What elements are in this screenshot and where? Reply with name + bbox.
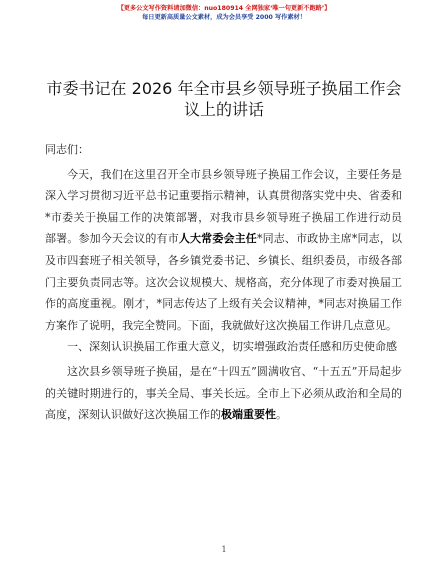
paragraph-text: 。 <box>276 408 287 422</box>
promo-banner <box>0 4 448 22</box>
promo-banner-line-1: 【更多公文写作资料请加微信：nuo180914 全网独家‘唯一句更新不跑路’】 <box>117 5 331 12</box>
promo-banner-line-2: 每日更新高质量公文素材，成为会员享受 2000 写作素材！ <box>142 14 306 21</box>
section-heading-1: 一、深刻认识换届工作重大意义，切实增强政治责任感和历史使命感 <box>67 340 397 354</box>
document-body <box>45 139 402 426</box>
bold-phrase: 极端重要性 <box>221 408 276 422</box>
paragraph-opening <box>45 164 402 337</box>
paragraph-text: 今天，我们在这里召开全市县乡领导班子换届工作会议，主要任务是深入学习贯彻习近平总书记重要指示精神，认真贯彻落实党中央、省委和*市委关于换届工作的决策部署，对我市县乡领导班子换届工作进行动员部署。参加今天会议的有市 <box>45 167 402 246</box>
document-title: 市委书记在 2026 年全市县乡领导班子换届工作会议上的讲话 <box>46 79 402 119</box>
bold-phrase: 人大常委会主任 <box>178 232 257 246</box>
salutation: 同志们： <box>45 143 89 156</box>
page-number: 1 <box>221 545 227 554</box>
paragraph-section-1 <box>45 361 402 426</box>
paragraph-text: 这次县乡领导班子换届，是在“十四五”圆满收官、“十五五”开局起步的关键时期进行的，事关全局、事关长远。全市上下必须从政治和全局的高度，深刻认识做好这次换届工作的 <box>45 364 402 422</box>
paragraph-text: *同志、市政协主席*同志，以及市四套班子相关领导，各乡镇党委书记、乡镇长、组织委员，市级各部门主要负责同志等。这次会议规模大、规格高，充分体现了市委对换届工作的高度重视。刚才，*同志传达了上级有关会议精神，*同志对换届工作方案作了说明，我完全赞同。下面，我就做好这次换届工作讲几点意见。 <box>45 232 402 332</box>
